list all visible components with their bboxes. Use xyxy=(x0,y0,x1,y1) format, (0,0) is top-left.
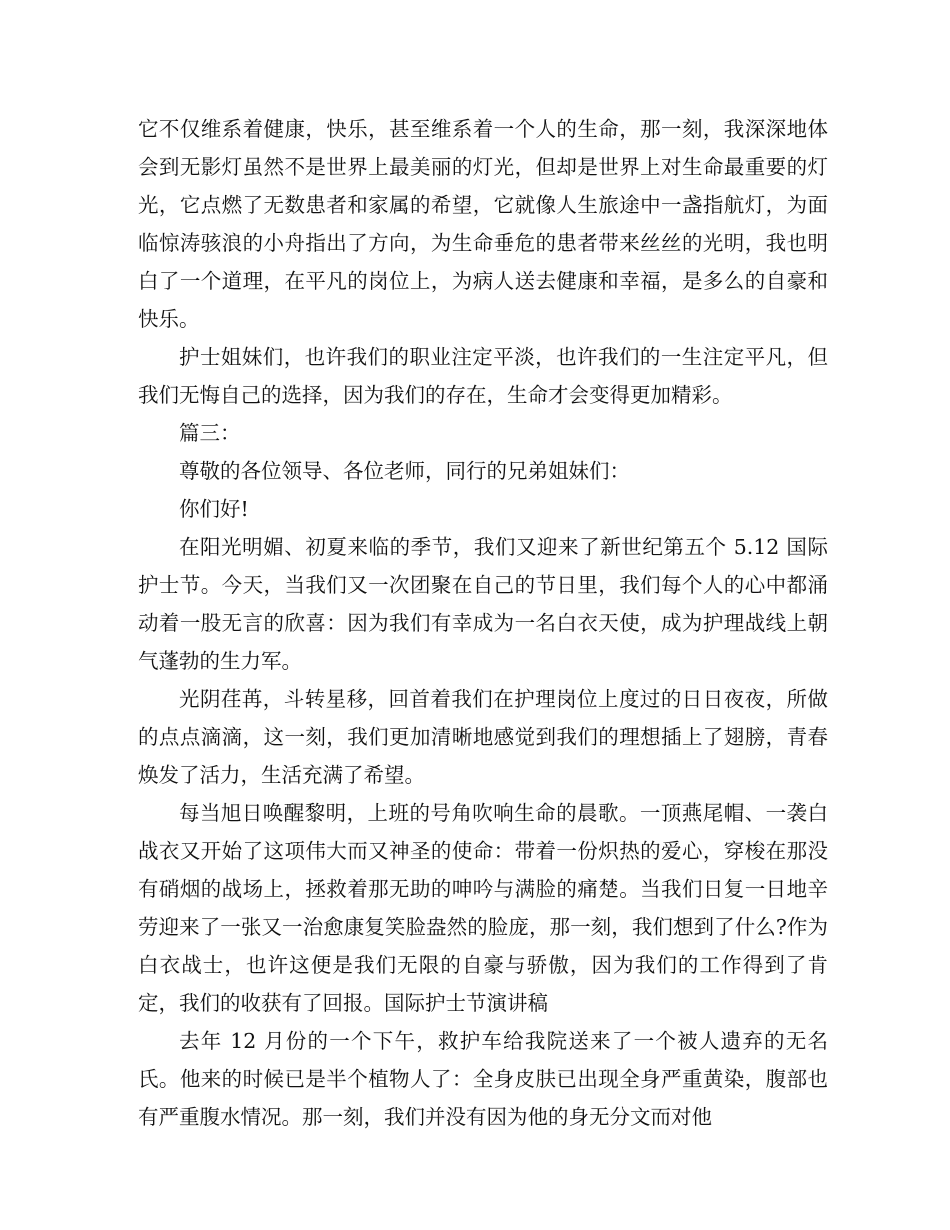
paragraph-7: 光阴荏苒，斗转星移，回首着我们在护理岗位上度过的日日夜夜，所做的点点滴滴，这一刻，我们更加清晰地感觉到我们的理想插上了翅膀，青春焕发了活力，生活充满了希望。 xyxy=(138,687,828,787)
greeting: 你们好! xyxy=(179,497,249,521)
document-page xyxy=(138,110,828,1136)
paragraph-9: 去年 12 月份的一个下午，救护车给我院送来了一个被人遗弃的无名氏。他来的时候已是半个植物人了：全身皮肤已出现全身严重黄染，腹部也有严重腹水情况。那一刻，我们并没有因为他的身无分文而对他 xyxy=(138,1029,828,1129)
salutation: 尊敬的各位领导、各位老师，同行的兄弟姐妹们： xyxy=(179,459,630,483)
section-heading: 篇三： xyxy=(179,421,241,445)
paragraph-8: 每当旭日唤醒黎明，上班的号角吹响生命的晨歌。一顶燕尾帽、一袭白战衣又开始了这项伟大而又神圣的使命：带着一份炽热的爱心，穿梭在那没有硝烟的战场上，拯救着那无助的呻吟与满脸的痛楚。当我们日复一日地辛劳迎来了一张又一治愈康复笑脸盎然的脸庞，那一刻，我们想到了什么?作为白衣战士，也许这便是我们无限的自豪与骄傲，因为我们的工作得到了肯定，我们的收获有了回报。国际护士节演讲稿 xyxy=(138,801,828,1015)
paragraph-2: 护士姐妹们，也许我们的职业注定平淡，也许我们的一生注定平凡，但我们无悔自己的选择，因为我们的存在，生命才会变得更加精彩。 xyxy=(138,345,828,407)
paragraph-6: 在阳光明媚、初夏来临的季节，我们又迎来了新世纪第五个 5.12 国际护士节。今天，当我们又一次团聚在自己的节日里，我们每个人的心中都涌动着一股无言的欣喜：因为我们有幸成为一名白衣天使，成为护理战线上朝气蓬勃的生力军。 xyxy=(138,535,828,673)
paragraph-1: 它不仅维系着健康，快乐，甚至维系着一个人的生命，那一刻，我深深地体会到无影灯虽然不是世界上最美丽的灯光，但却是世界上对生命最重要的灯光，它点燃了无数患者和家属的希望，它就像人生旅途中一盏指航灯，为面临惊涛骇浪的小舟指出了方向，为生命垂危的患者带来丝丝的光明，我也明白了一个道理，在平凡的岗位上，为病人送去健康和幸福，是多么的自豪和快乐。 xyxy=(138,117,828,331)
